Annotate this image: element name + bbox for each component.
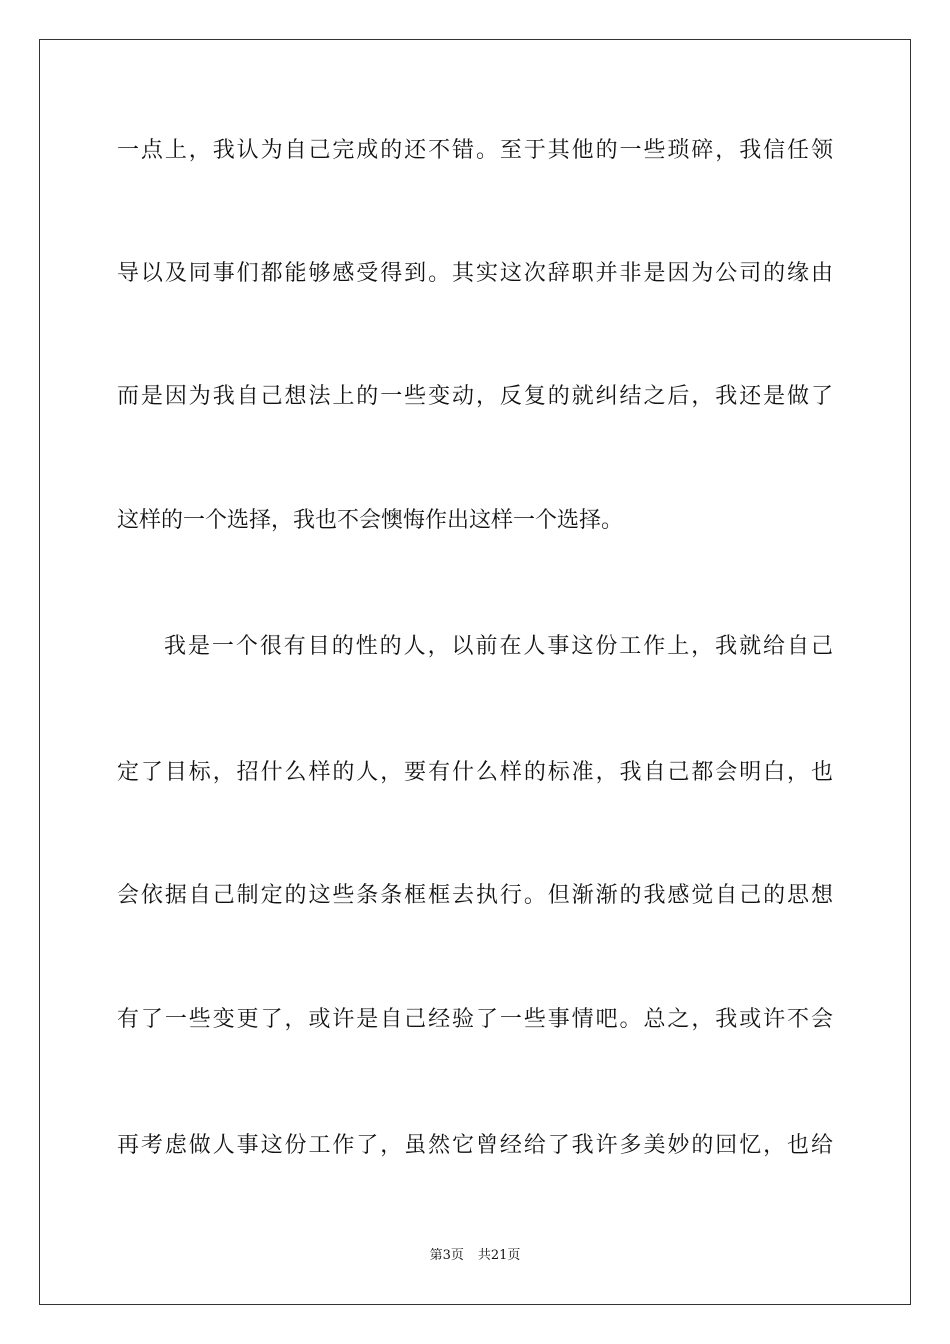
paragraph-line: 而是因为我自己想法上的一些变动，反复的就纠结之后，我还是做了: [117, 384, 833, 409]
paragraph-line: 定了目标，招什么样的人，要有什么样的标准，我自己都会明白，也: [117, 760, 833, 785]
page-total: 共21页: [477, 1248, 521, 1263]
page-border: [39, 39, 911, 1305]
paragraph-line: 我是一个很有目的性的人，以前在人事这份工作上，我就给自己: [164, 634, 833, 659]
page-footer: [0, 1247, 950, 1265]
paragraph-line: 导以及同事们都能够感受得到。其实这次辞职并非是因为公司的缘由: [117, 261, 833, 286]
paragraph-line: 有了一些变更了，或许是自己经验了一些事情吧。总之，我或许不会: [117, 1007, 833, 1032]
paragraph-line: 会依据自己制定的这些条条框框去执行。但渐渐的我感觉自己的思想: [117, 883, 833, 908]
paragraph-line: 这样的一个选择，我也不会懊悔作出这样一个选择。: [117, 508, 624, 533]
paragraph-line: 一点上，我认为自己完成的还不错。至于其他的一些琐碎，我信任领: [117, 138, 833, 163]
paragraph-line: 再考虑做人事这份工作了，虽然它曾经给了我许多美妙的回忆，也给: [117, 1133, 833, 1158]
page-number: 第3页: [429, 1248, 464, 1263]
